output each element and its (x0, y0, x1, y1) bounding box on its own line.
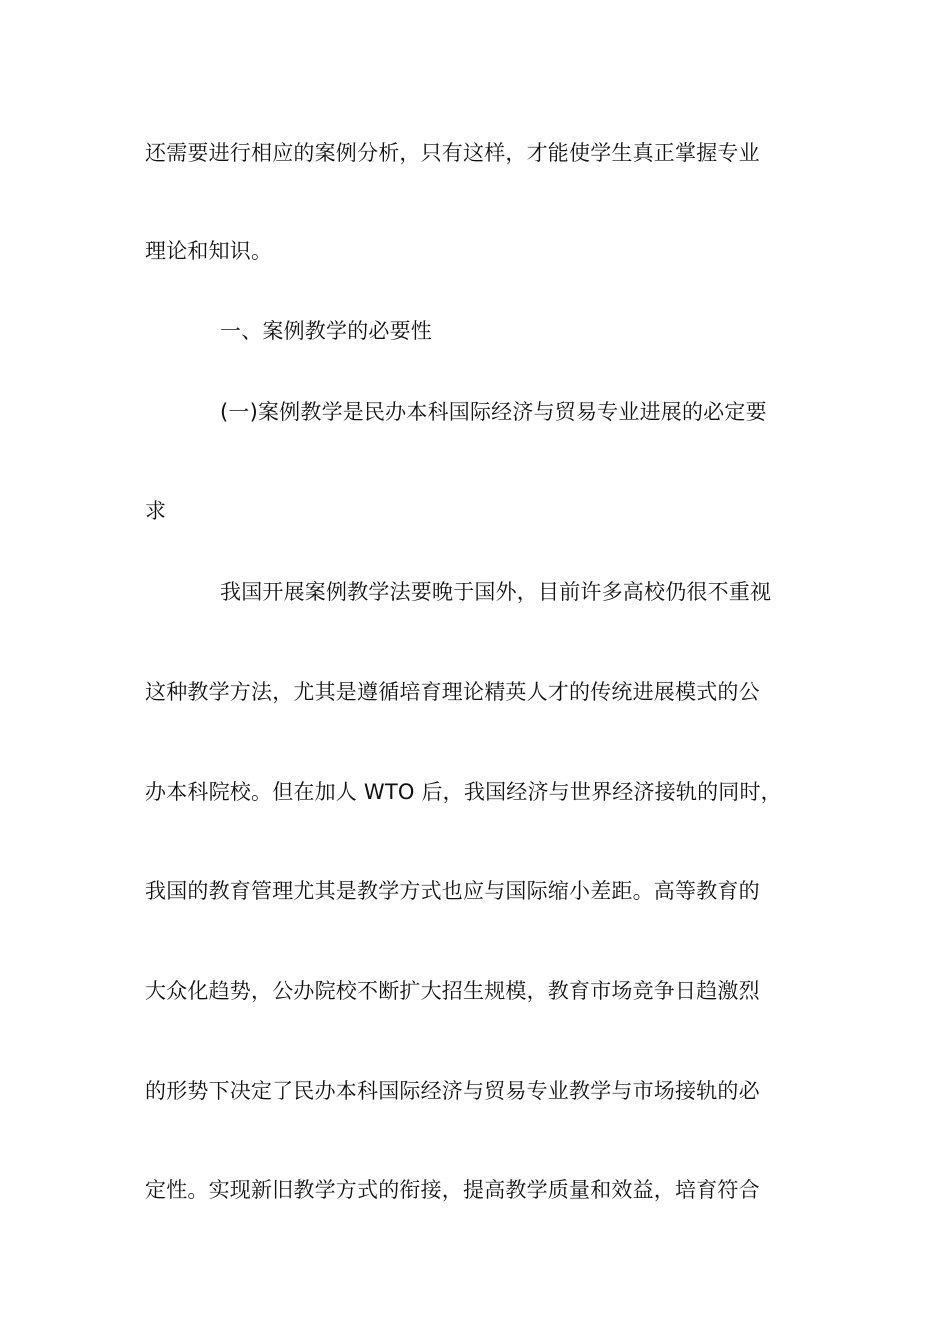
body-text-line: 的形势下决定了民办本科国际经济与贸易专业教学与市场接轨的必 (145, 1079, 760, 1103)
body-text-line: 定性。实现新旧教学方式的衔接，提高教学质量和效益，培育符合 (145, 1178, 760, 1202)
body-text-line: 办本科院校。但在加人 WTO 后，我国经济与世界经济接轨的同时， (145, 780, 782, 804)
section-heading: 一、案例教学的必要性 (220, 319, 432, 343)
body-text-line: 还需要进行相应的案例分析，只有这样，才能使学生真正掌握专业 (145, 141, 760, 165)
subsection-heading-continuation: 求 (145, 499, 167, 523)
body-text-line: 理论和知识。 (145, 239, 273, 263)
body-text-line: 我国的教育管理尤其是教学方式也应与国际缩小差距。高等教育的 (145, 879, 760, 903)
paragraph-first-line: 我国开展案例教学法要晚于国外，目前许多高校仍很不重视 (220, 580, 772, 604)
body-text-line: 这种教学方法，尤其是遵循培育理论精英人才的传统进展模式的公 (145, 680, 760, 704)
body-text-line: 大众化趋势，公办院校不断扩大招生规模，教育市场竞争日趋激烈 (145, 979, 760, 1003)
subsection-heading: (一)案例教学是民办本科国际经济与贸易专业进展的必定要 (220, 400, 767, 424)
